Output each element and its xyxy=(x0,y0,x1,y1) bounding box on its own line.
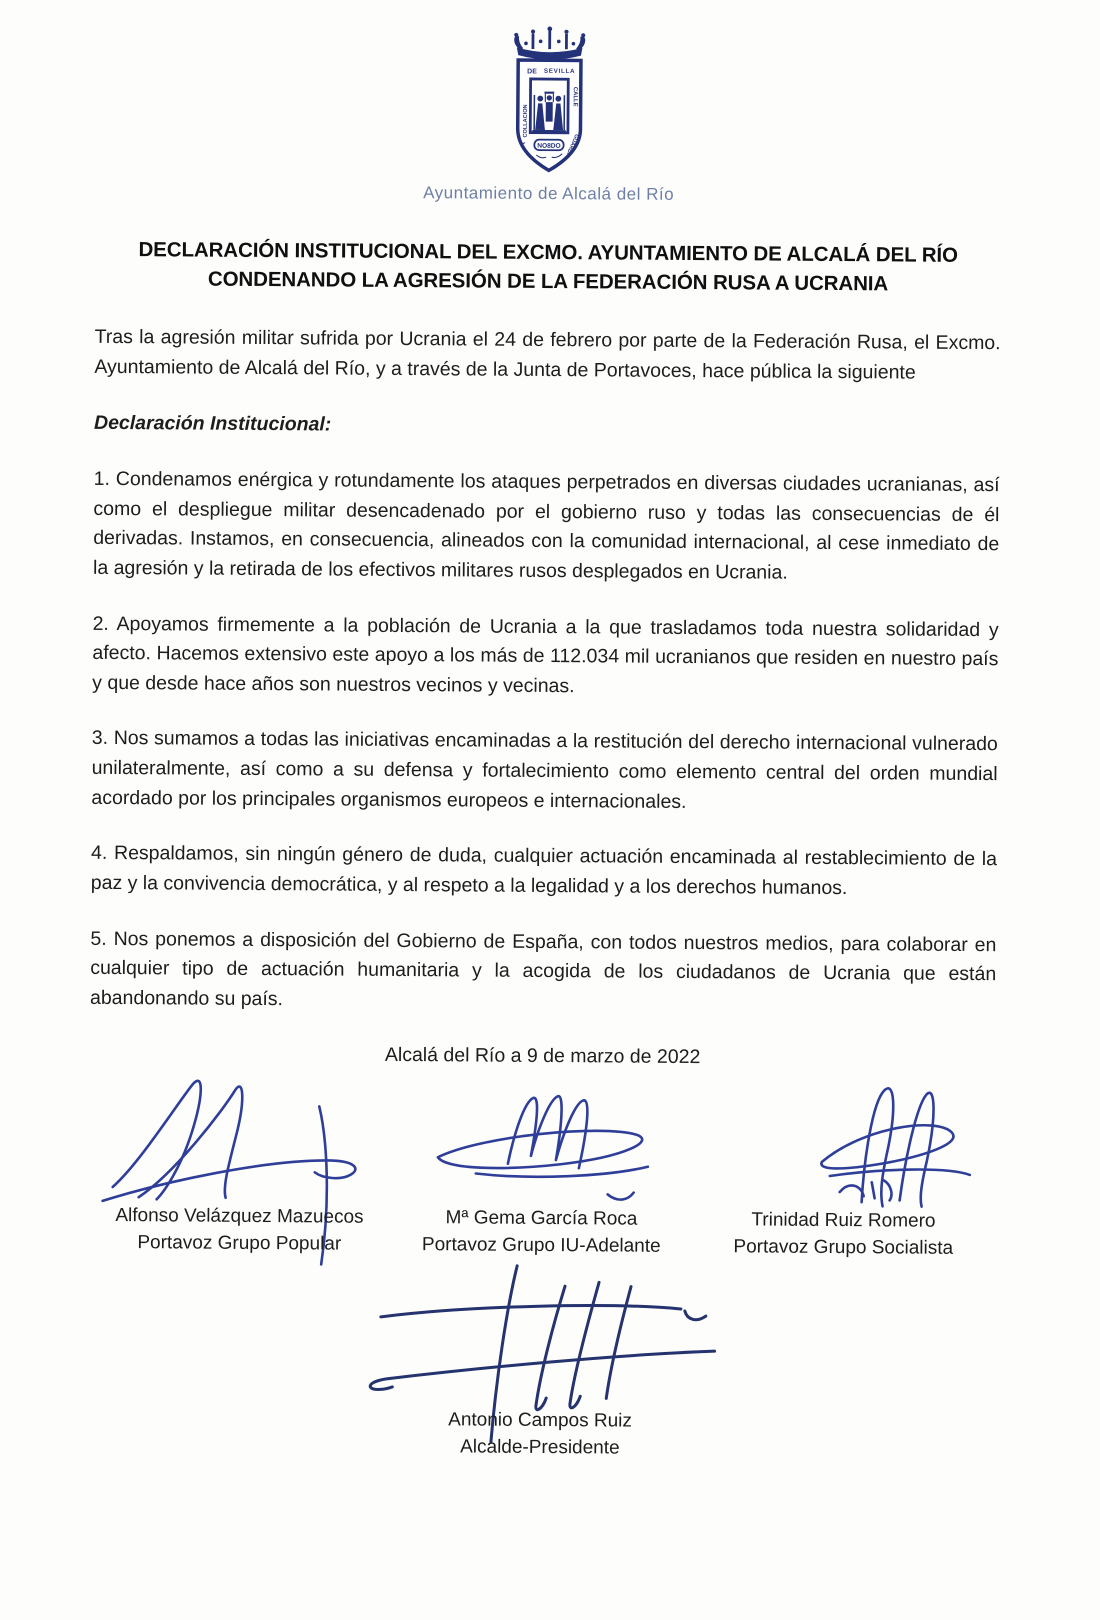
paragraph-3: 3. Nos sumamos a todas las iniciativas encaminadas a la restitución del derecho internacional vulnerado unilateralmente, así como a su defensa y fortalecimiento como elemento central del orden mundial acordado por los principales organismos europeos e internacionales. xyxy=(91,727,998,813)
paragraph-2: 2. Apoyamos firmemente a la población de Ucrania a la que trasladamos toda nuestra solidaridad y afecto. Hacemos extensivo este apoyo a los más de 112.034 mil ucranianos que residen en nuestro país y que desde hace años son nuestros vecinos y vecinas. xyxy=(92,612,999,698)
signature-scribble-icon xyxy=(350,1259,731,1410)
document-title xyxy=(95,235,1001,300)
signatory-name: Mª Gema García Roca xyxy=(445,1207,638,1230)
signatory-role: Portavoz Grupo Socialista xyxy=(733,1236,954,1259)
crest-motto: NO8DO xyxy=(537,142,561,150)
signatory-role: Portavoz Grupo IU-Adelante xyxy=(421,1234,661,1257)
signature-scribble-icon xyxy=(704,1075,985,1209)
crest-header xyxy=(96,21,1003,207)
crest-text-y: Y xyxy=(519,139,528,147)
mayor-signature-block xyxy=(87,1257,994,1465)
title-line-2: CONDENANDO LA AGRESIÓN DE LA FEDERACIÓN RUSA A UCRANIA xyxy=(207,267,889,296)
crest-text-collacion: COLLACION xyxy=(522,104,529,138)
signature-block-popular xyxy=(88,1071,391,1259)
mayor-role: Alcalde-Presidente xyxy=(460,1436,620,1459)
signature-block-iu-adelante xyxy=(390,1073,693,1261)
paragraph-1: 1. Condenamos enérgica y rotundamente los ataques perpetrados en diversas ciudades ucranianas, así como el despliegue militar desencadenado por el gobierno ruso y todas las consecuencias de él derivadas. Instamos, en consecuencia, alineados con la comunidad internacional, al cese inmediato de la agresión y la retirada de los efectivos militares rusos desplegados en Ucrania. xyxy=(92,467,1000,584)
crest-text-guarda: GUARDA xyxy=(564,132,580,158)
paragraph-5: 5. Nos ponemos a disposición del Gobierno de España, con todos nuestros medios, para colaborar en cualquier tipo de actuación humanitaria y la acogida de los ciudadanos de Ucrania que están abandonando su país. xyxy=(89,927,997,1011)
municipal-crest-icon xyxy=(479,24,620,177)
mayor-name: Antonio Campos Ruiz xyxy=(448,1409,633,1432)
crest-text-sevilla: SEVILLA xyxy=(543,67,576,75)
signatory-name: Trinidad Ruiz Romero xyxy=(751,1209,936,1232)
signatory-name: Alfonso Velázquez Mazuecos xyxy=(115,1205,364,1228)
signature-row xyxy=(88,1071,995,1263)
title-line-1: DECLARACIÓN INSTITUCIONAL DEL EXCMO. AYUNTAMIENTO DE ALCALÁ DEL RÍO xyxy=(138,238,959,267)
crest-text-calle: CALLE xyxy=(571,86,578,107)
crown-icon xyxy=(514,26,585,60)
crest-text-de: DE xyxy=(527,68,537,76)
date-line: Alcalá del Río a 9 de marzo de 2022 xyxy=(384,1044,701,1069)
crest-caption: Ayuntamiento de Alcalá del Río xyxy=(423,183,675,204)
signature-scribble-icon xyxy=(412,1073,673,1207)
signatory-role: Portavoz Grupo Popular xyxy=(137,1232,342,1255)
signature-block-socialista xyxy=(692,1075,995,1263)
paragraph-4: 4. Respaldamos, sin ningún género de duda, cualquier actuación encaminada al restablecimiento de la paz y la convivencia democrática, y al respeto a la legalidad y a los derechos humanos. xyxy=(90,842,998,900)
signature-scribble-icon xyxy=(95,1071,386,1205)
declaration-heading: Declaración Institucional: xyxy=(93,412,332,436)
intro-paragraph: Tras la agresión militar sufrida por Ucrania el 24 de febrero por parte de la Federación Rusa, el Excmo. Ayuntamiento de Alcalá del Río, y a través de la Junta de Portavoces, hace pública la siguiente xyxy=(94,326,1001,384)
